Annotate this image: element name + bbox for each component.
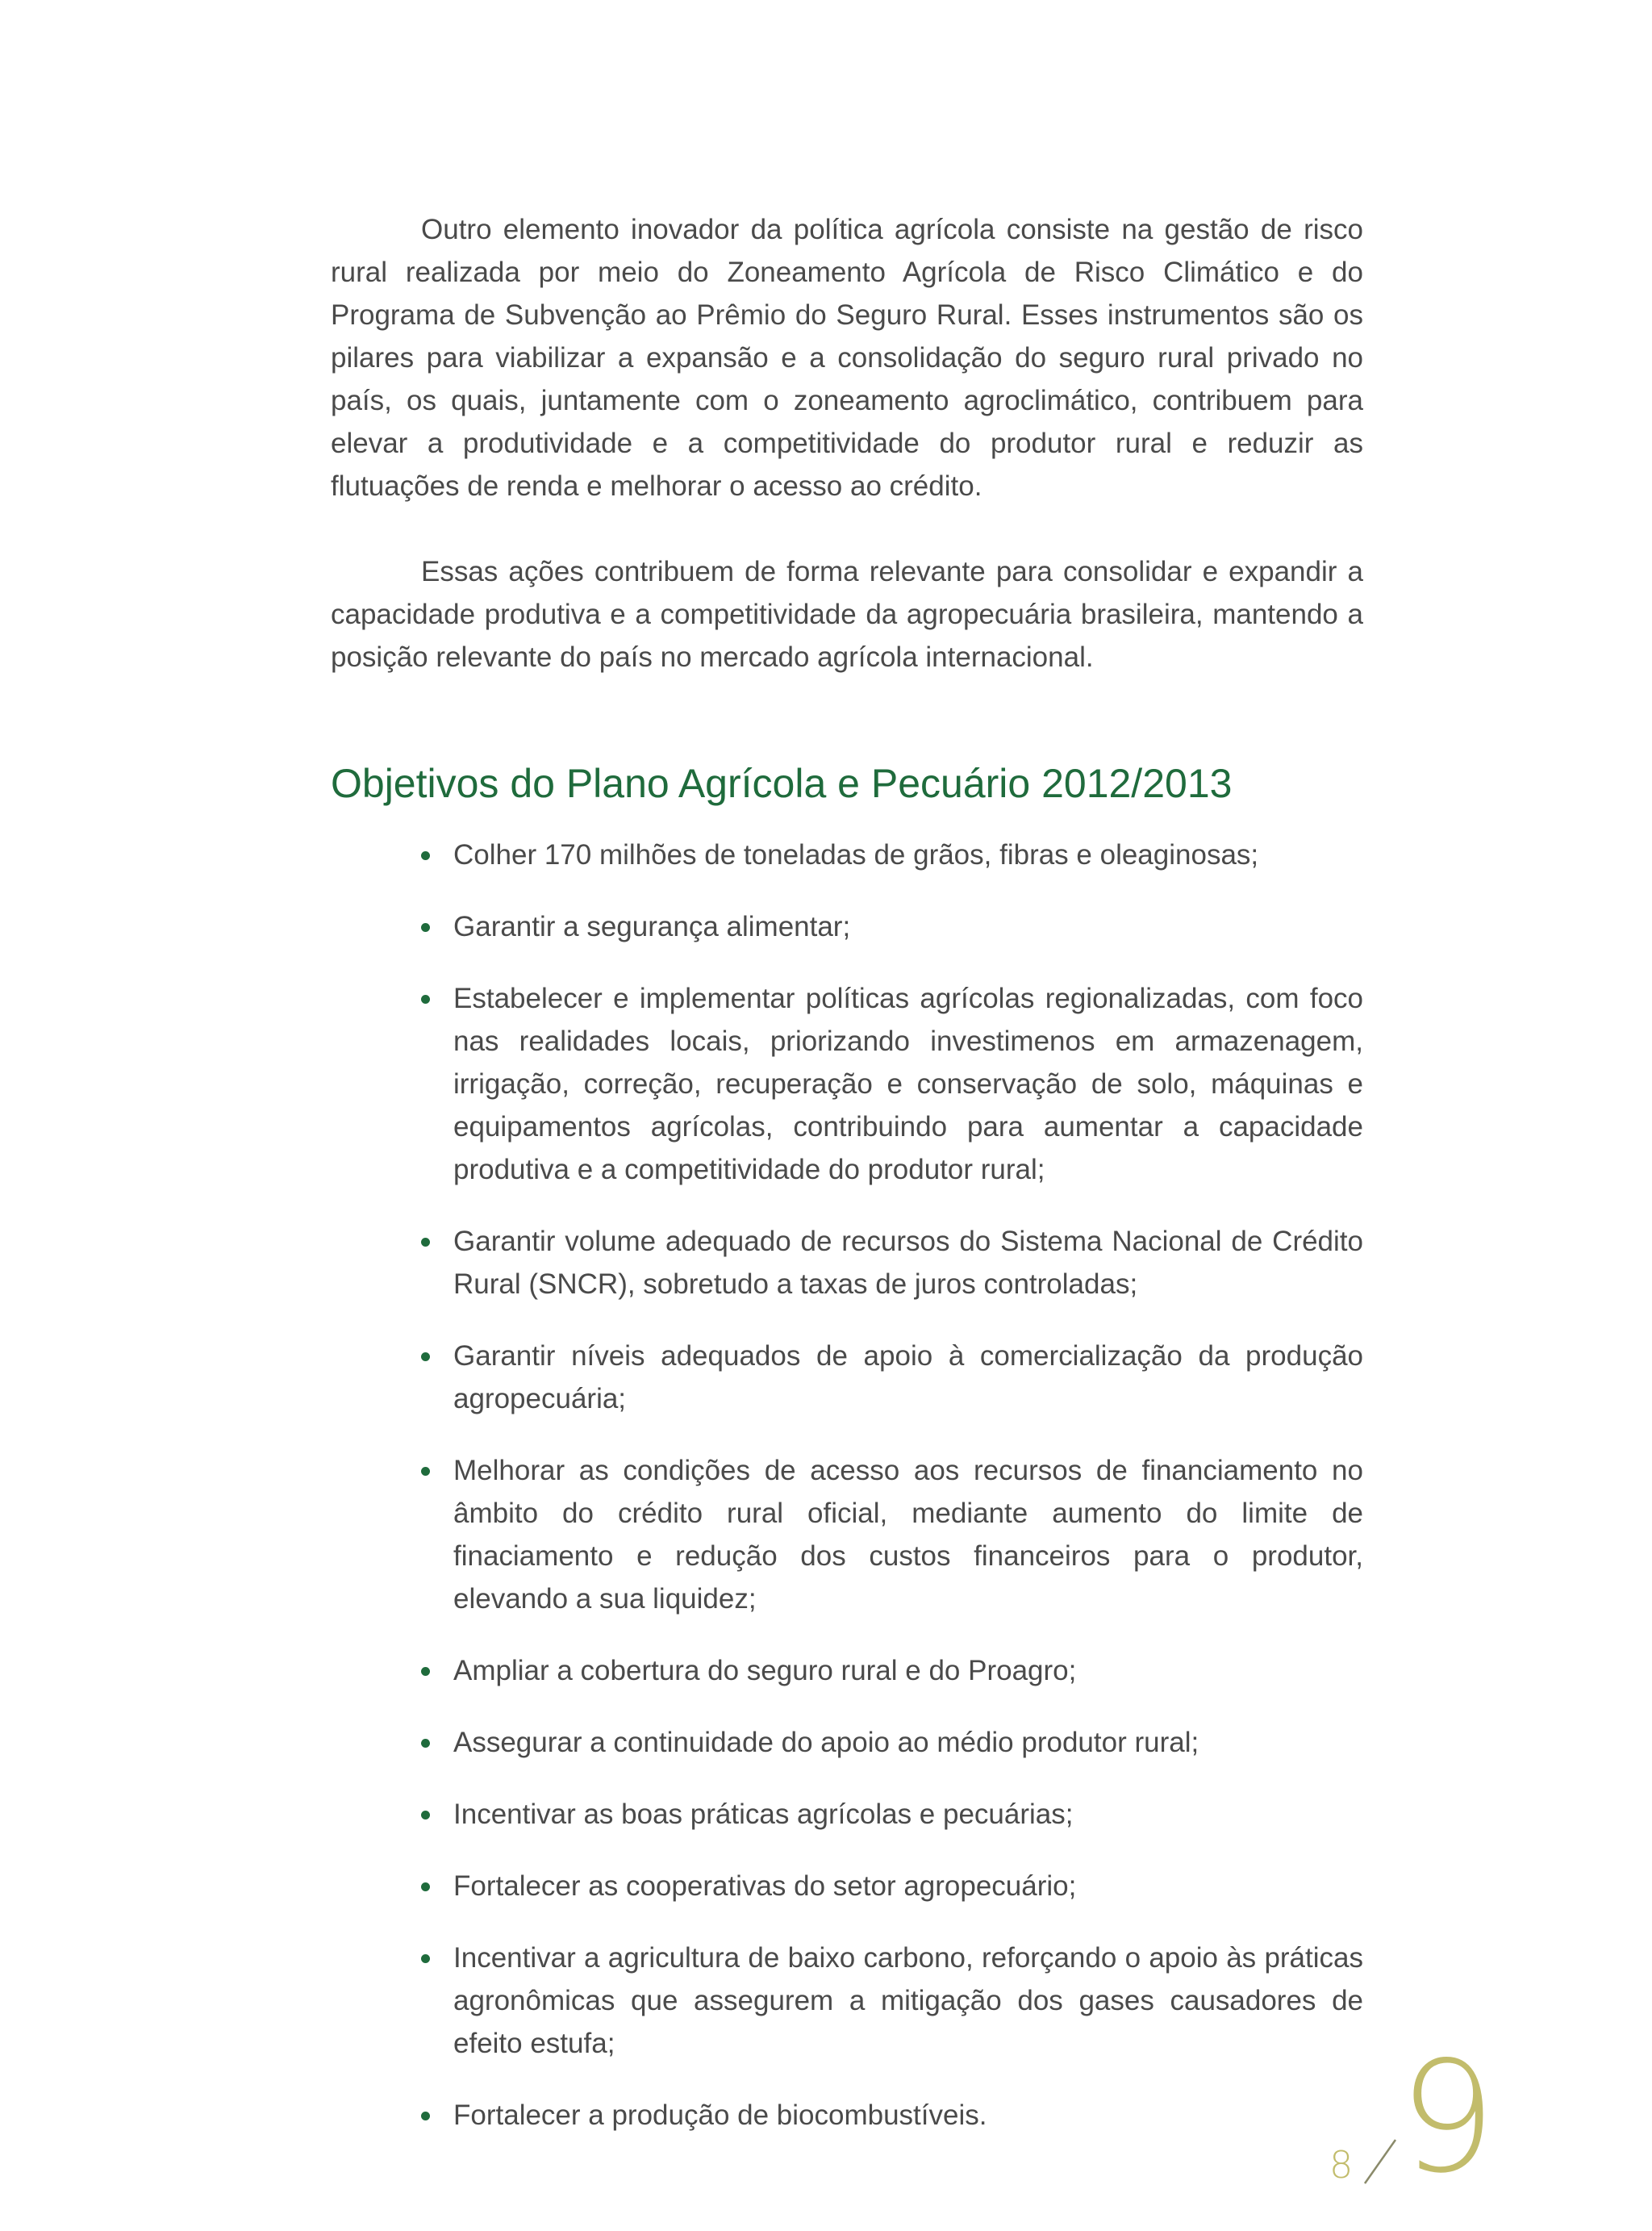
page-content: [331, 208, 1363, 2137]
bullet-dot-icon: [421, 1352, 430, 1361]
bullet-dot-icon: [421, 923, 430, 932]
bullet-dot-icon: [421, 1882, 430, 1891]
list-item: [421, 1649, 1363, 1692]
list-item: [421, 1936, 1363, 2065]
bullet-dot-icon: [421, 1954, 430, 1963]
list-item-text: Melhorar as condições de acesso aos recursos de financiamento no âmbito do crédito rural oficial, mediante aumento do limite de finaciamento e redução dos custos financeiros para o produtor, elevando a sua liquidez;: [453, 1455, 1363, 1615]
list-item-text: Fortalecer a produção de biocombustíveis.: [453, 2099, 987, 2131]
list-item: [421, 1793, 1363, 1836]
page-number: [1323, 2028, 1496, 2211]
bullet-dot-icon: [421, 1467, 430, 1476]
bullet-dot-icon: [421, 851, 430, 860]
list-item: [421, 1220, 1363, 1306]
bullet-dot-icon: [421, 1811, 430, 1819]
list-item: [421, 833, 1363, 876]
bullet-dot-icon: [421, 2112, 430, 2120]
page-number-left: 8: [1329, 2143, 1354, 2187]
list-item-text: Assegurar a continuidade do apoio ao médio produtor rural;: [453, 1727, 1199, 1758]
list-item: [421, 1335, 1363, 1420]
list-item-text: Garantir volume adequado de recursos do Sistema Nacional de Crédito Rural (SNCR), sobretudo a taxas de juros controladas;: [453, 1226, 1363, 1300]
list-item-text: Estabelecer e implementar políticas agrícolas regionalizadas, com foco nas realidades locais, priorizando investimenos em armazenagem, irrigação, correção, recuperação e conservação de solo, máquinas e equipamentos agrícolas, contribuindo para aumentar a capacidade produtiva e a competitividade do produtor rural;: [453, 983, 1363, 1185]
bullet-dot-icon: [421, 1739, 430, 1748]
list-item-text: Ampliar a cobertura do seguro rural e do Proagro;: [453, 1655, 1077, 1686]
bullet-dot-icon: [421, 1238, 430, 1247]
page-number-right: 9: [1399, 2028, 1496, 2207]
list-item: [421, 977, 1363, 1191]
list-item-text: Garantir níveis adequados de apoio à comercialização da produção agropecuária;: [453, 1340, 1363, 1414]
list-item-text: Incentivar as boas práticas agrícolas e pecuárias;: [453, 1799, 1074, 1830]
list-item-text: Colher 170 milhões de toneladas de grãos, fibras e oleaginosas;: [453, 839, 1259, 871]
objectives-list: [331, 833, 1363, 2137]
bullet-dot-icon: [421, 1667, 430, 1676]
slash-icon: [1362, 2137, 1399, 2187]
list-item-text: Garantir a segurança alimentar;: [453, 911, 851, 942]
list-item: [421, 1449, 1363, 1620]
body-paragraph-1: Outro elemento inovador da política agrícola consiste na gestão de risco rural realizada por meio do Zoneamento Agrícola de Risco Climático e do Programa de Subvenção ao Prêmio do Seguro Rural. Esses instrumentos são os pilares para viabilizar a expansão e a consolidação do seguro rural privado no país, os quais, juntamente com o zoneamento agroclimático, contribuem para elevar a produtividade e a competitividade do produtor rural e reduzir as flutuações de renda e melhorar o acesso ao crédito.: [331, 214, 1363, 502]
list-item-text: Fortalecer as cooperativas do setor agropecuário;: [453, 1870, 1077, 1902]
list-item: [421, 1721, 1363, 1764]
list-item: [421, 2094, 1363, 2137]
list-item-text: Incentivar a agricultura de baixo carbono, reforçando o apoio às práticas agronômicas que assegurem a mitigação dos gases causadores de efeito estufa;: [453, 1942, 1363, 2059]
section-heading: Objetivos do Plano Agrícola e Pecuário 2012/2013: [331, 761, 1233, 806]
list-item: [421, 1865, 1363, 1907]
bullet-dot-icon: [421, 995, 430, 1004]
body-paragraph-2: Essas ações contribuem de forma relevante para consolidar e expandir a capacidade produtiva e a competitividade da agropecuária brasileira, mantendo a posição relevante do país no mercado agrícola internacional.: [331, 556, 1363, 673]
list-item: [421, 905, 1363, 948]
